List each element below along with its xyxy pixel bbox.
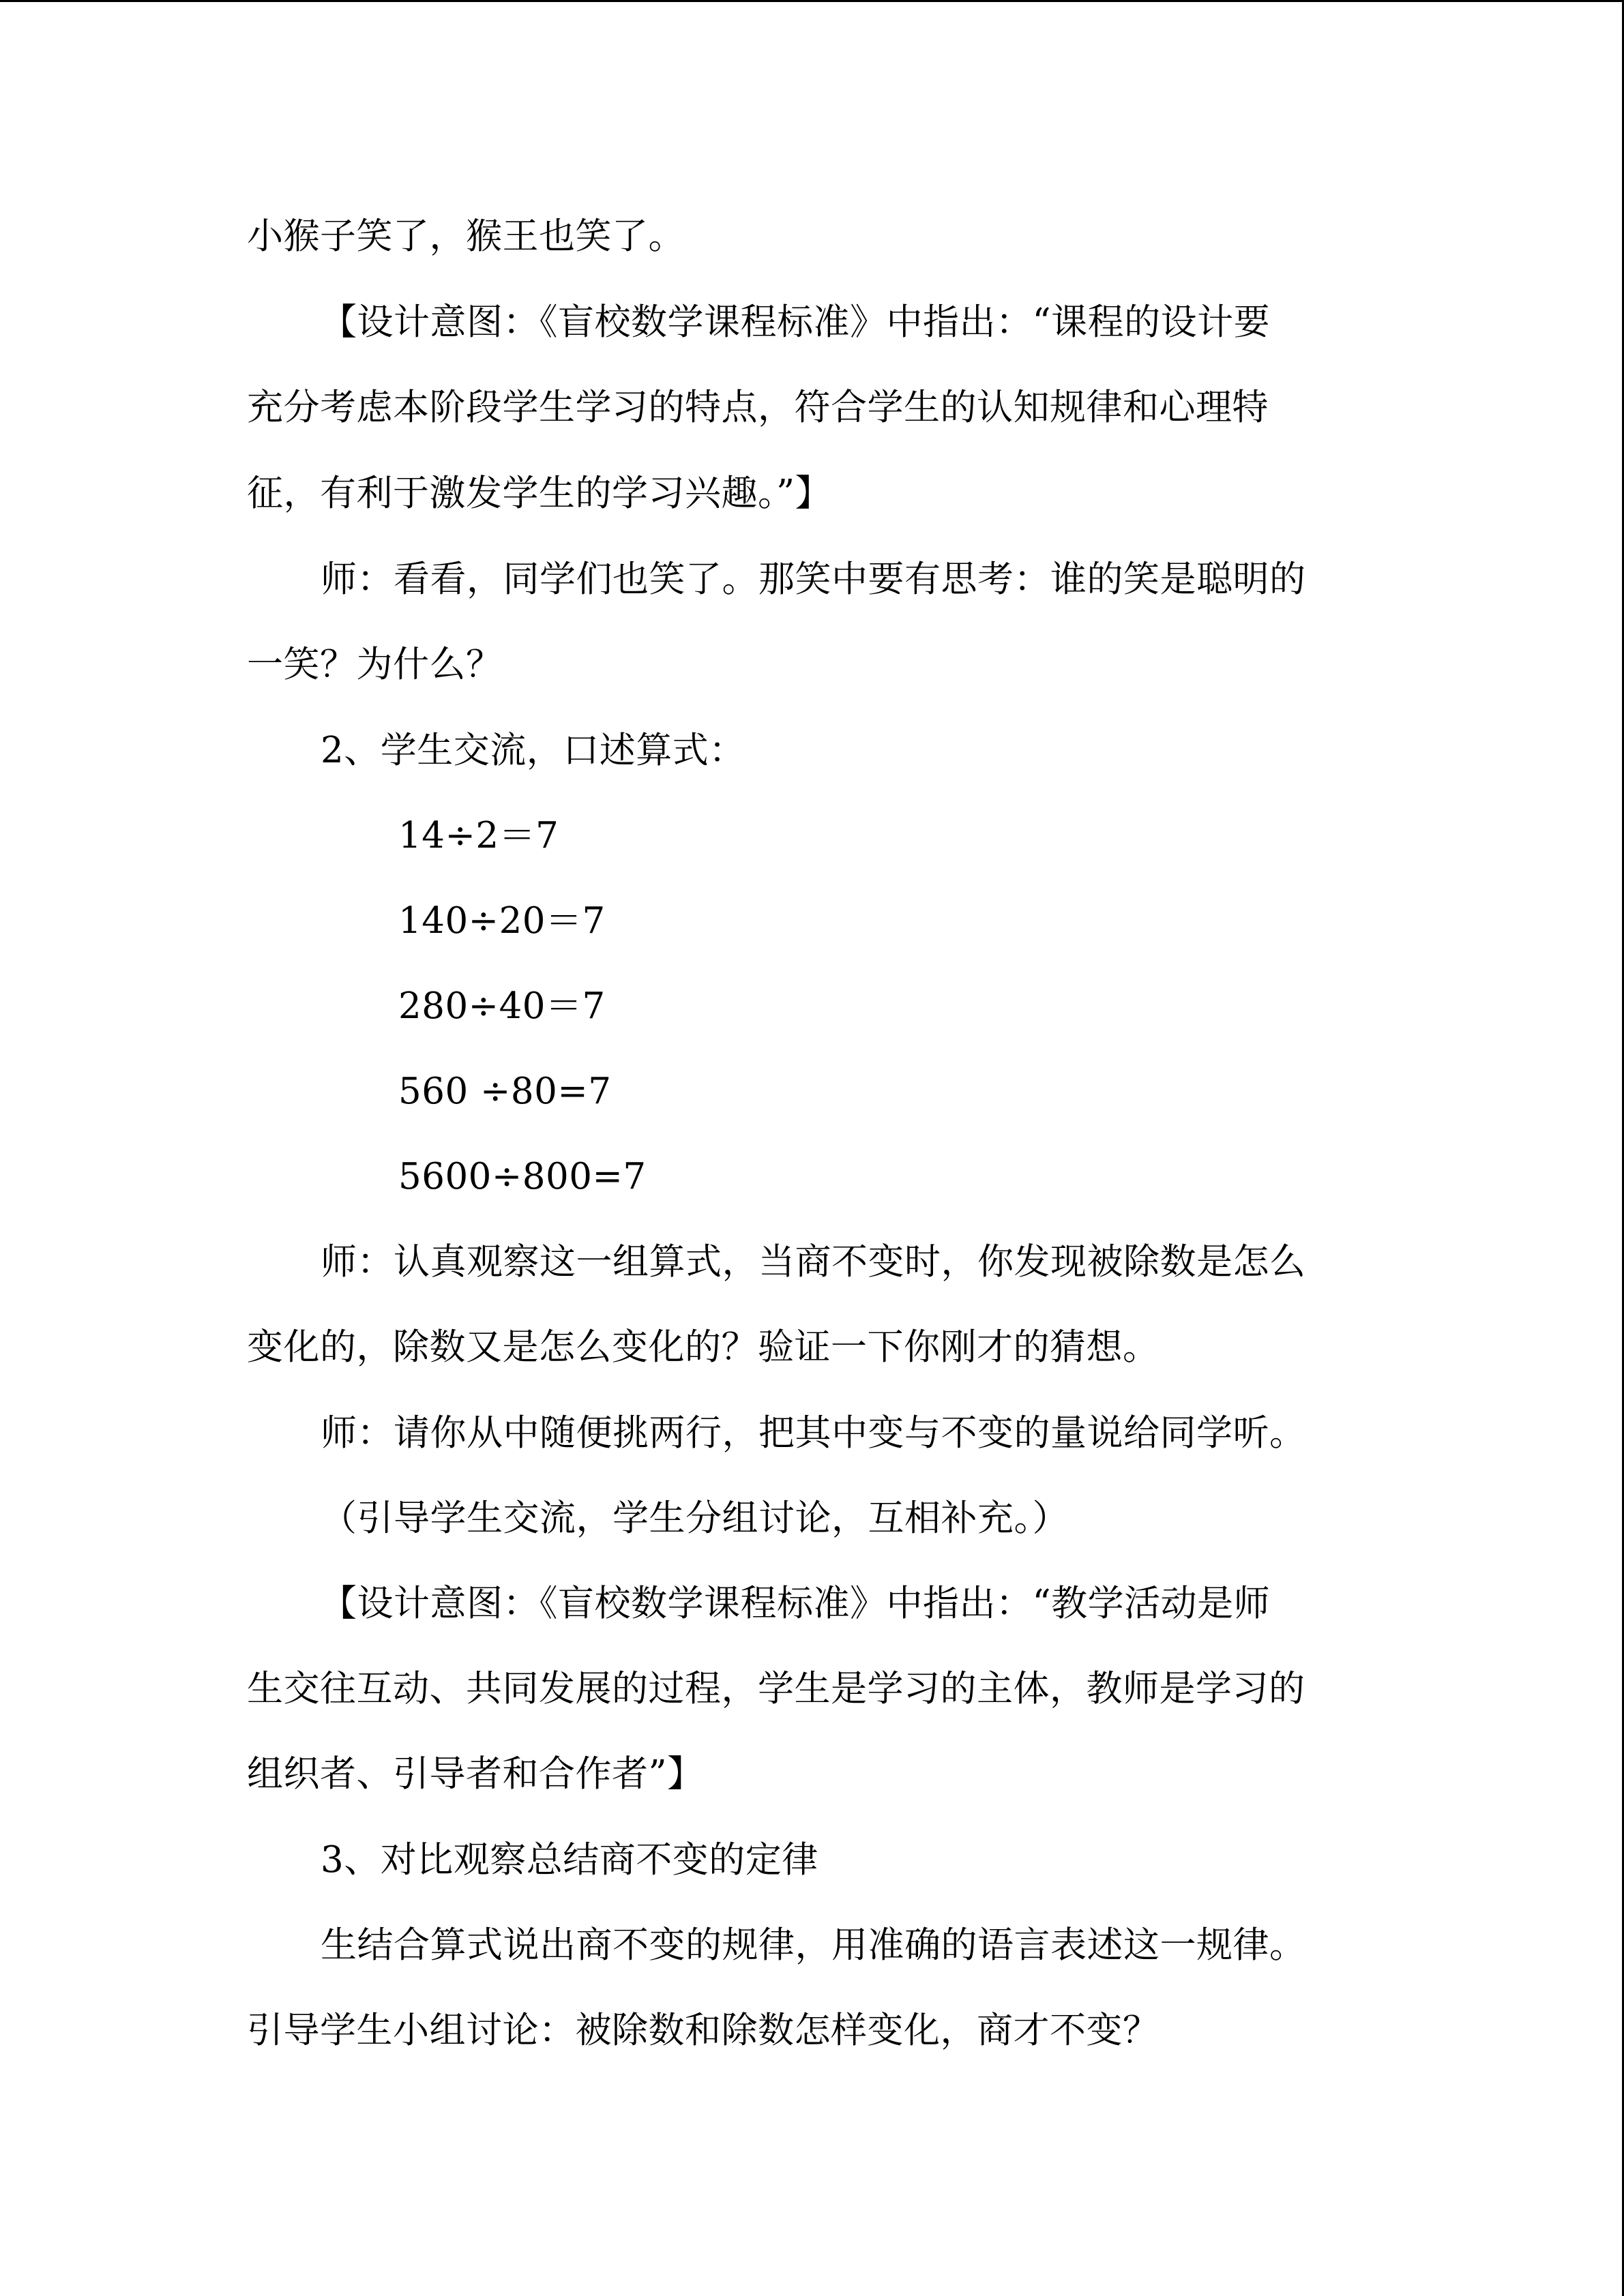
design-intent-line: 充分考虑本阶段学生学习的特点，符合学生的认知规律和心理特	[247, 387, 1269, 428]
page-border-top	[0, 0, 1624, 2]
teacher-line: 师：认真观察这一组算式，当商不变时，你发现被除数是怎么	[321, 1241, 1306, 1283]
design-intent-line: 组织者、引导者和合作者”】	[247, 1753, 704, 1795]
teacher-line: 变化的，除数又是怎么变化的？验证一下你刚才的猜想。	[247, 1326, 1160, 1368]
note-line: （引导学生交流，学生分组讨论，互相补充。）	[321, 1497, 1069, 1539]
equation-line: 14÷2＝7	[398, 815, 559, 856]
teacher-line: 师：请你从中随便挑两行，把其中变与不变的量说给同学听。	[321, 1412, 1306, 1454]
equation-line: 280÷40＝7	[398, 985, 606, 1027]
section-heading: 2、学生交流，口述算式：	[321, 730, 745, 771]
design-intent-line: 生交往互动、共同发展的过程，学生是学习的主体，教师是学习的	[247, 1668, 1305, 1710]
equation-line: 560 ÷80=7	[398, 1071, 612, 1112]
equation-line: 5600÷800=7	[398, 1156, 647, 1197]
paragraph-line: 小猴子笑了，猴王也笑了。	[247, 215, 685, 257]
design-intent-line: 【设计意图：《盲校数学课程标准》中指出：“课程的设计要	[321, 301, 1271, 343]
paragraph-line: 引导学生小组讨论：被除数和除数怎样变化，商才不变？	[247, 2010, 1160, 2051]
design-intent-line: 【设计意图：《盲校数学课程标准》中指出：“教学活动是师	[321, 1583, 1271, 1624]
design-intent-line: 征，有利于激发学生的学习兴趣。”】	[247, 473, 832, 514]
section-heading: 3、对比观察总结商不变的定律	[321, 1839, 818, 1881]
teacher-line: 一笑？为什么？	[247, 644, 503, 685]
paragraph-line: 生结合算式说出商不变的规律，用准确的语言表述这一规律。	[321, 1924, 1306, 1966]
equation-line: 140÷20＝7	[398, 900, 606, 942]
teacher-line: 师：看看，同学们也笑了。那笑中要有思考：谁的笑是聪明的	[321, 558, 1306, 600]
